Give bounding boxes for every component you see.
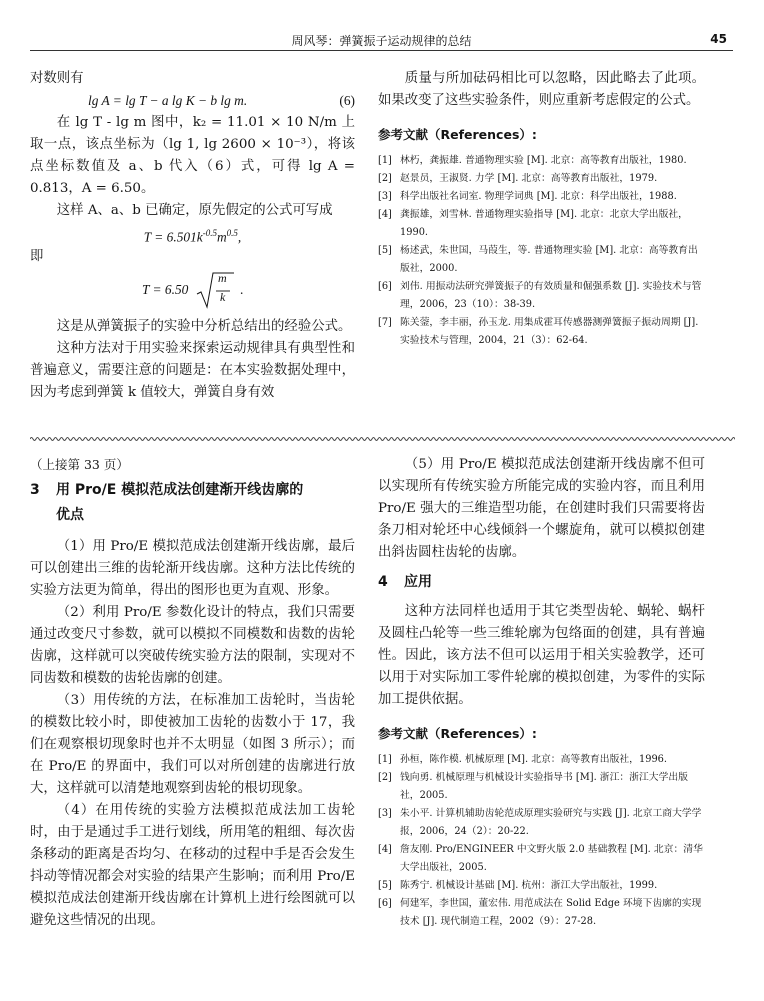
reference-text: 陈秀宁. 机械设计基础 [M]. 杭州：浙江大学出版社，1999. [400,880,658,891]
reference-list [378,152,705,350]
reference-text: 朱小平. 计算机辅助齿轮范成原理实验研究与实践 [J]. 北京工商大学学报，2006，24（2）：20-22. [400,808,702,837]
wavy-separator [30,435,735,443]
reference-item [378,206,705,242]
equation-expression: lg A = lg T − a lg K − b lg m. [88,93,248,108]
top-left-column [30,68,355,404]
reference-index: [5] [378,245,392,256]
bottom-left-column [30,454,355,932]
reference-text: 钱向勇. 机械原理与机械设计实验指导书 [M]. 浙江：浙江大学出版社，2005. [400,772,688,801]
reference-index: [4] [378,209,392,220]
reference-text: 龚振雄，刘雪林. 普通物理实验指导 [M]. 北京：北京大学出版社，1990. [400,209,688,238]
paragraph: 质量与所加砝码相比可以忽略，因此略去了此项。如果改变了这些实验条件，则应重新考虑假定的公式。 [378,71,705,108]
paragraph: （2）利用 Pro/E 参数化设计的特点，我们只需要通过改变尺寸参数，就可以模拟不同模数和齿数的齿轮齿廓，这样就可以突破传统实验方法的限制，实现对不同齿数和模数的齿轮齿廓的创建。 [30,605,355,686]
reference-text: 何建军，李世国，董宏伟. 用范成法在 Solid Edge 环境下齿廓的实现技术 [J]. 现代制造工程，2002（9）：27-28. [400,898,702,927]
paragraph: （4）在用传统的实验方法模拟范成法加工齿轮时，由于是通过手工进行划线，所用笔的粗细、每次齿条移动的距离是否均匀、在移动的过程中手是否会发生抖动等情况都会对实验的结果产生影响；而利用 Pro/E 模拟范成法创建渐开线齿廓在计算机上进行绘图就可以避免这些情况的出现。 [30,803,355,928]
reference-index: [7] [378,317,392,328]
reference-index: [6] [378,281,392,292]
reference-item [378,877,705,895]
reference-index: [5] [378,880,392,891]
equation-power-form: $T = 6.501k^{-0.5}m^{0.5}$, [143,228,242,245]
section-4-heading: 4 应用 [378,574,432,590]
paragraph: 这种方法同样也适用于其它类型齿轮、蜗轮、蜗杆及圆柱凸轮等一些三维轮廓为包络面的创建，具有普遍性。因此，该方法不但可以运用于相关实验教学，还可以用于对实际加工零件轮廓的模拟创建，为零件的实际加工提供依据。 [378,604,705,707]
equation-number: (6) [339,93,355,108]
continuation-note: （上接第 33 页） [30,457,129,472]
reference-item [378,805,705,841]
reference-index: [1] [378,754,392,765]
page-header [30,28,733,51]
reference-item [378,751,705,769]
reference-index: [4] [378,844,392,855]
references-heading: 参考文献（References）: [378,127,537,142]
reference-text: 孙桓，陈作模. 机械原理 [M]. 北京：高等教育出版社，1996. [400,754,668,765]
reference-text: 杨述武，朱世国，马葭生，等. 普通物理实验 [M]. 北京：高等教育出版社，2000. [400,245,698,274]
reference-index: [3] [378,191,392,202]
reference-item [378,314,705,350]
reference-text: 刘伟. 用振动法研究弹簧振子的有效质量和倔强系数 [J]. 实验技术与管理，2006，23（10）：38-39. [400,281,702,310]
section-3-heading: 3 用 Pro/E 模拟范成法创建渐开线齿廓的 优点 [30,482,304,523]
reference-item [378,769,705,805]
equation-6 [30,90,355,112]
paragraph: 即 [30,249,44,264]
reference-text: 詹友刚. Pro/ENGINEER 中文野火版 2.0 基础教程 [M]. 北京：清华大学出版社，2005. [400,844,703,873]
paragraph: 在 lg T - lg m 图中，k₂ = 11.01 × 10 N/m 上取一点，该点坐标为（lg 1, lg 2600 × 10⁻³），将该点坐标数值及 a、b 代入（6）式，可得 lg A = 0.813，A = 6.50。 [30,115,355,196]
reference-list [378,751,705,931]
reference-index: [6] [378,898,392,909]
paragraph: （3）用传统的方法，在标准加工齿轮时，当齿轮的模数比较小时，即使被加工齿轮的齿数小于 17，我们在观察根切现象时也并不太明显（如图 3 所示）；而在 Pro/E 的界面中，我们可以对所创建的齿廓进行放大，这样就可以清楚地观察到齿轮的根切现象。 [30,693,355,796]
reference-item [378,895,705,931]
reference-item [378,841,705,877]
reference-item [378,170,705,188]
reference-item [378,278,705,314]
running-title: 周风琴：弹簧振子运动规律的总结 [291,34,472,48]
equation-radical-form: T = 6.50 m k . [30,268,355,314]
reference-item [378,188,705,206]
sqrt-sign [196,270,236,310]
bottom-right-column [378,454,705,931]
paragraph: 这是从弹簧振子的实验中分析总结出的经验公式。 [56,319,352,334]
reference-text: 赵景员，王淑贤. 力学 [M]. 北京：高等教育出版社，1979. [400,173,658,184]
paragraph: （1）用 Pro/E 模拟范成法创建渐开线齿廓，最后可以创建出三维的齿轮渐开线齿廓。这种方法比传统的实验方法更为简单，得出的图形也更为直观、形象。 [30,539,355,598]
reference-index: [2] [378,772,392,783]
paragraph: 这样 A、a、b 已确定，原先假定的公式可写成 [56,203,333,218]
reference-item [378,242,705,278]
reference-item [378,152,705,170]
reference-index: [2] [378,173,392,184]
reference-index: [1] [378,155,392,166]
reference-text: 科学出版社名词室. 物理学词典 [M]. 北京：科学出版社，1988. [400,191,677,202]
top-right-column [378,68,705,350]
paragraph: 这种方法对于用实验来探索运动规律具有典型性和普遍意义，需要注意的问题是：在本实验数据处理中，因为考虑到弹簧 k 值较大，弹簧自身有效 [30,341,355,400]
paragraph: 对数则有 [30,71,84,86]
paragraph: （5）用 Pro/E 模拟范成法创建渐开线齿廓不但可以实现所有传统实验方所能完成的实验内容，而且利用 Pro/E 强大的三维造型功能，在创建时我们只需要将齿条刀相对轮坯中心线倾斜一个螺旋角，就可以模拟创建出斜齿圆柱齿轮的齿廓。 [378,457,705,560]
references-heading: 参考文献（References）: [378,726,537,741]
reference-text: 林朽，龚振雄. 普通物理实验 [M]. 北京：高等教育出版社，1980. [400,155,687,166]
reference-text: 陈关蓥，李丰丽，孙玉龙. 用集成霍耳传感器测弹簧振子振动周期 [J]. 实验技术与管理，2004，21（3）：62-64. [400,317,699,346]
page-number: 45 [710,32,727,46]
reference-index: [3] [378,808,392,819]
